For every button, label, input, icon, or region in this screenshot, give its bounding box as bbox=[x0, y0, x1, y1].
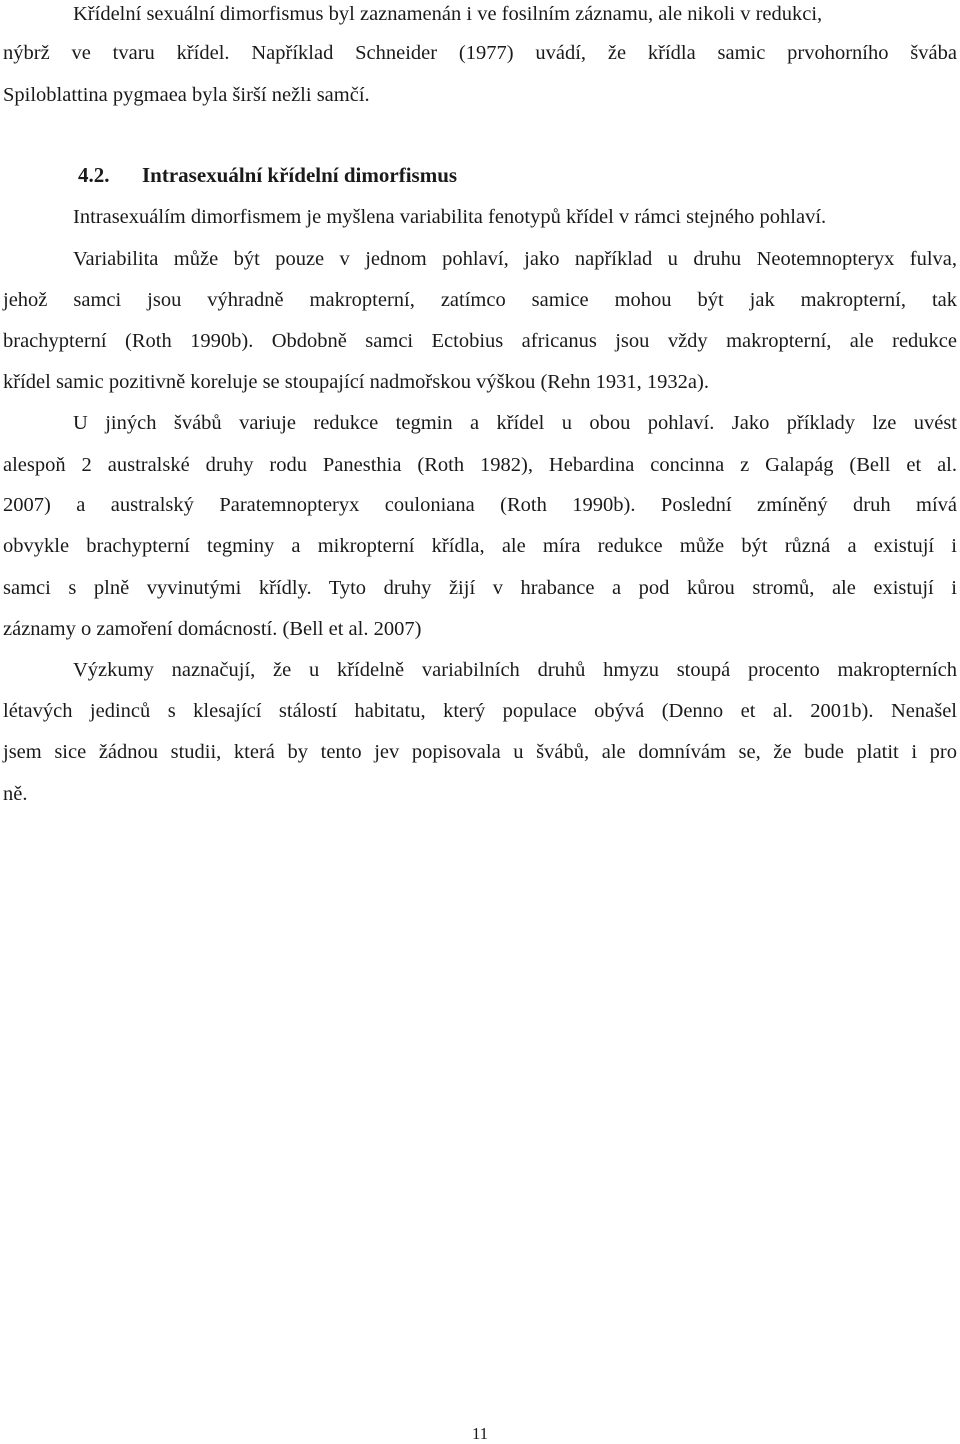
section-heading bbox=[78, 163, 457, 188]
text-line: alespoň 2 australské druhy rodu Panesthia (Roth 1982), Hebardina concinna z Galapág (Bell et al. bbox=[3, 454, 957, 476]
section-number: 4.2. bbox=[78, 163, 110, 187]
text-line: křídel samic pozitivně koreluje se stoupající nadmořskou výškou (Rehn 1931, 1932a). bbox=[3, 371, 709, 393]
text-line: ně. bbox=[3, 783, 28, 805]
text-line: záznamy o zamoření domácností. (Bell et al. 2007) bbox=[3, 618, 422, 640]
text-line: brachypterní (Roth 1990b). Obdobně samci Ectobius africanus jsou vždy makropterní, ale redukce bbox=[3, 330, 957, 352]
text-line: Výzkumy naznačují, že u křídelně variabilních druhů hmyzu stoupá procento makropterních bbox=[73, 659, 957, 681]
text-line: samci s plně vyvinutými křídly. Tyto druhy žijí v hrabance a pod kůrou stromů, ale existují i bbox=[3, 577, 957, 599]
text-line: Intrasexuálím dimorfismem je myšlena variabilita fenotypů křídel v rámci stejného pohlaví. bbox=[73, 206, 827, 228]
text-line: létavých jedinců s klesající stálostí habitatu, který populace obývá (Denno et al. 2001b). Nenašel bbox=[3, 700, 957, 722]
page-number: 11 bbox=[471, 1424, 489, 1443]
text-line: Křídelní sexuální dimorfismus byl zaznamenán i ve fosilním záznamu, ale nikoli v redukci, bbox=[73, 3, 823, 25]
text-line: jehož samci jsou výhradně makropterní, zatímco samice mohou být jak makropterní, tak bbox=[3, 289, 957, 311]
section-title: Intrasexuální křídelní dimorfismus bbox=[142, 163, 458, 187]
text-line: obvykle brachypterní tegminy a mikropterní křídla, ale míra redukce může být různá a existují i bbox=[3, 535, 957, 557]
text-line: nýbrž ve tvaru křídel. Například Schneider (1977) uvádí, že křídla samic prvohorního švába bbox=[3, 42, 957, 64]
text-line: U jiných švábů variuje redukce tegmin a křídel u obou pohlaví. Jako příklady lze uvést bbox=[73, 412, 957, 434]
text-line: Spiloblattina pygmaea byla širší nežli samčí. bbox=[3, 84, 370, 106]
text-line: Variabilita může být pouze v jednom pohlaví, jako například u druhu Neotemnopteryx fulva, bbox=[73, 248, 957, 270]
text-line: 2007) a australský Paratemnopteryx couloniana (Roth 1990b). Poslední zmíněný druh mívá bbox=[3, 494, 957, 516]
text-line: jsem sice žádnou studii, která by tento jev popisovala u švábů, ale domnívám se, že bude platit i pro bbox=[3, 741, 957, 763]
